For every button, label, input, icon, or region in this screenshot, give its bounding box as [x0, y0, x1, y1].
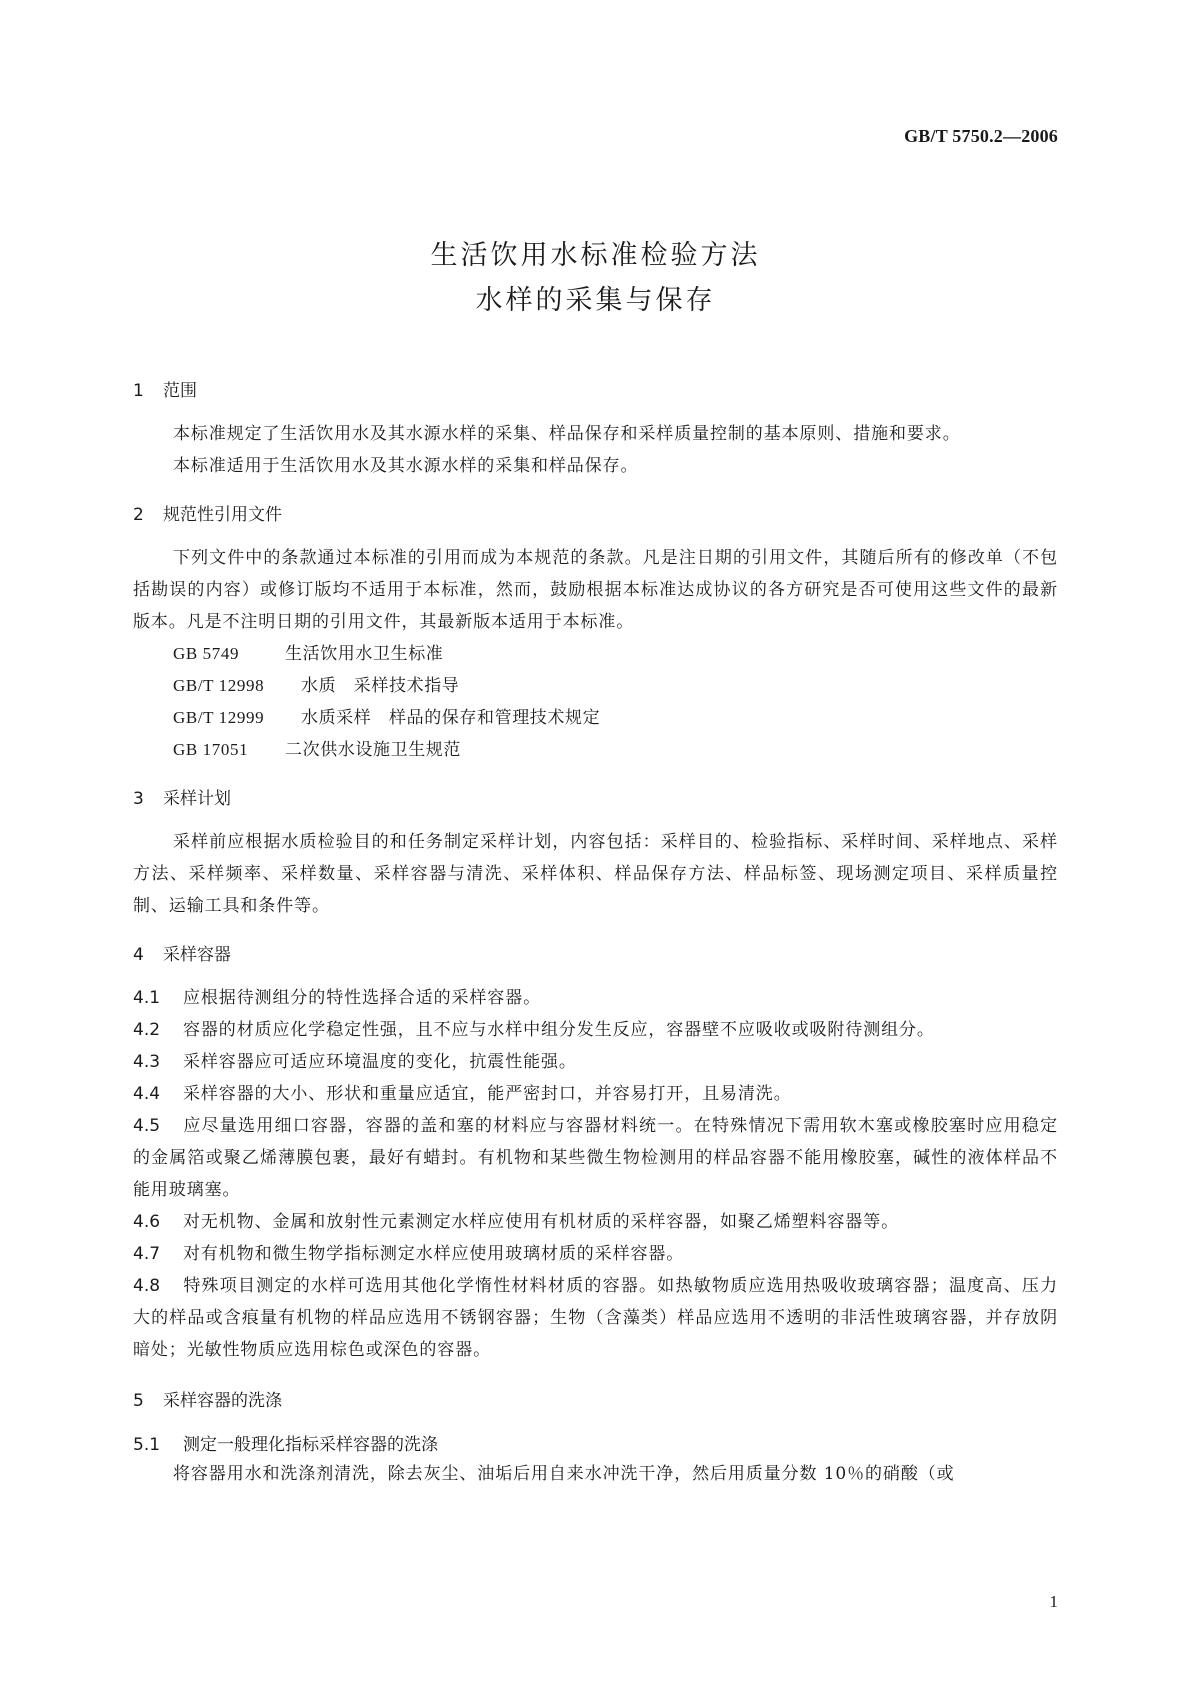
document-body [133, 378, 1058, 1490]
title-line-1: 生活饮用水标准检验方法 [430, 240, 761, 271]
section-number: 3 [133, 789, 144, 809]
clause-item [133, 1014, 1058, 1046]
subsection-5-1-paragraph-1: 将容器用水和洗涤剂清洗，除去灰尘、油垢后用自来水冲洗干净，然后用质量分数 10％的硝酸（或 [173, 1464, 955, 1484]
reference-title: 水质采样 样品的保存和管理技术规定 [301, 708, 601, 728]
section-title: 采样容器 [163, 945, 231, 965]
clause-item [133, 1110, 1058, 1206]
clause-item [133, 1046, 1058, 1078]
clause-text: 特殊项目测定的水样可选用其他化学惰性材料材质的容器。如热敏物质应选用热吸收玻璃容器；温度高、压力大的样品或含痕量有机物的样品应选用不锈钢容器；生物（含藻类）样品应选用不透明的非活性玻璃容器，并存放阴暗处；光敏性物质应选用棕色或深色的容器。 [133, 1276, 1058, 1360]
clause-number: 4.5 [133, 1116, 161, 1136]
subsection-5-1-heading [133, 1432, 1058, 1458]
subsection-title: 测定一般理化指标采样容器的洗涤 [183, 1435, 438, 1455]
clause-item [133, 1270, 1058, 1366]
clause-text: 应根据待测组分的特性选择合适的采样容器。 [183, 988, 541, 1008]
section-number: 5 [133, 1391, 144, 1411]
section-1-paragraph-1: 本标准规定了生活饮用水及其水源水样的采集、样品保存和采样质量控制的基本原则、措施和要求。 [173, 424, 961, 444]
section-title: 范围 [163, 381, 197, 401]
page-number: 1 [1049, 1592, 1058, 1611]
section-1-paragraph-2: 本标准适用于生活饮用水及其水源水样的采集和样品保存。 [173, 456, 639, 476]
document-title [0, 233, 1191, 323]
clause-text: 应尽量选用细口容器，容器的盖和塞的材料应与容器材料统一。在特殊情况下需用软木塞或橡胶塞时应用稳定的金属箔或聚乙烯薄膜包裹，最好有蜡封。有机物和某些微生物检测用的样品容器不能用橡胶塞，碱性的液体样品不能用玻璃塞。 [133, 1116, 1058, 1200]
clause-number: 4.1 [133, 988, 161, 1008]
clause-item [133, 982, 1058, 1014]
clause-number: 4.6 [133, 1212, 161, 1232]
clause-number: 4.3 [133, 1052, 161, 1072]
clause-item [133, 1238, 1058, 1270]
section-2-heading [133, 502, 1058, 528]
clause-number: 4.4 [133, 1084, 161, 1104]
clause-text: 容器的材质应化学稳定性强，且不应与水样中组分发生反应，容器壁不应吸收或吸附待测组分。 [183, 1020, 935, 1040]
reference-item [133, 734, 1058, 766]
reference-code: GB/T 12999 [173, 708, 265, 727]
clause-number: 4.2 [133, 1020, 161, 1040]
reference-title: 生活饮用水卫生标准 [285, 644, 444, 664]
section-number: 1 [133, 381, 144, 401]
section-2-paragraph-1: 下列文件中的条款通过本标准的引用而成为本规范的条款。凡是注日期的引用文件，其随后所有的修改单（不包括勘误的内容）或修订版均不适用于本标准，然而，鼓励根据本标准达成协议的各方研究是否可使用这些文件的最新版本。凡是不注明日期的引用文件，其最新版本适用于本标准。 [133, 548, 1058, 632]
standard-code: GB/T 5750.2—2006 [904, 126, 1058, 146]
clause-item [133, 1078, 1058, 1110]
clause-text: 采样容器应可适应环境温度的变化，抗震性能强。 [183, 1052, 577, 1072]
reference-title: 水质 采样技术指导 [301, 676, 460, 696]
clause-number: 4.8 [133, 1276, 161, 1296]
clause-text: 对无机物、金属和放射性元素测定水样应使用有机材质的采样容器，如聚乙烯塑料容器等。 [183, 1212, 899, 1232]
section-title: 采样容器的洗涤 [163, 1391, 282, 1411]
section-4-heading [133, 942, 1058, 968]
section-5-heading [133, 1388, 1058, 1414]
section-title: 规范性引用文件 [163, 505, 282, 525]
clause-item [133, 1206, 1058, 1238]
section-1-heading [133, 378, 1058, 404]
reference-item [133, 702, 1058, 734]
reference-code: GB 5749 [173, 644, 240, 663]
section-number: 4 [133, 945, 144, 965]
subsection-number: 5.1 [133, 1435, 161, 1455]
section-title: 采样计划 [163, 789, 231, 809]
reference-code: GB 17051 [173, 740, 249, 759]
section-number: 2 [133, 505, 144, 525]
reference-code: GB/T 12998 [173, 676, 265, 695]
title-line-2: 水样的采集与保存 [475, 285, 716, 316]
clause-text: 对有机物和微生物学指标测定水样应使用玻璃材质的采样容器。 [183, 1244, 685, 1264]
clause-text: 采样容器的大小、形状和重量应适宜，能严密封口，并容易打开，且易清洗。 [183, 1084, 792, 1104]
reference-title: 二次供水设施卫生规范 [285, 740, 461, 760]
reference-item [133, 670, 1058, 702]
section-3-paragraph-1: 采样前应根据水质检验目的和任务制定采样计划，内容包括：采样目的、检验指标、采样时间、采样地点、采样方法、采样频率、采样数量、采样容器与清洗、采样体积、样品保存方法、样品标签、现场测定项目、采样质量控制、运输工具和条件等。 [133, 832, 1058, 916]
reference-item [133, 638, 1058, 670]
section-3-heading [133, 786, 1058, 812]
clause-number: 4.7 [133, 1244, 161, 1264]
